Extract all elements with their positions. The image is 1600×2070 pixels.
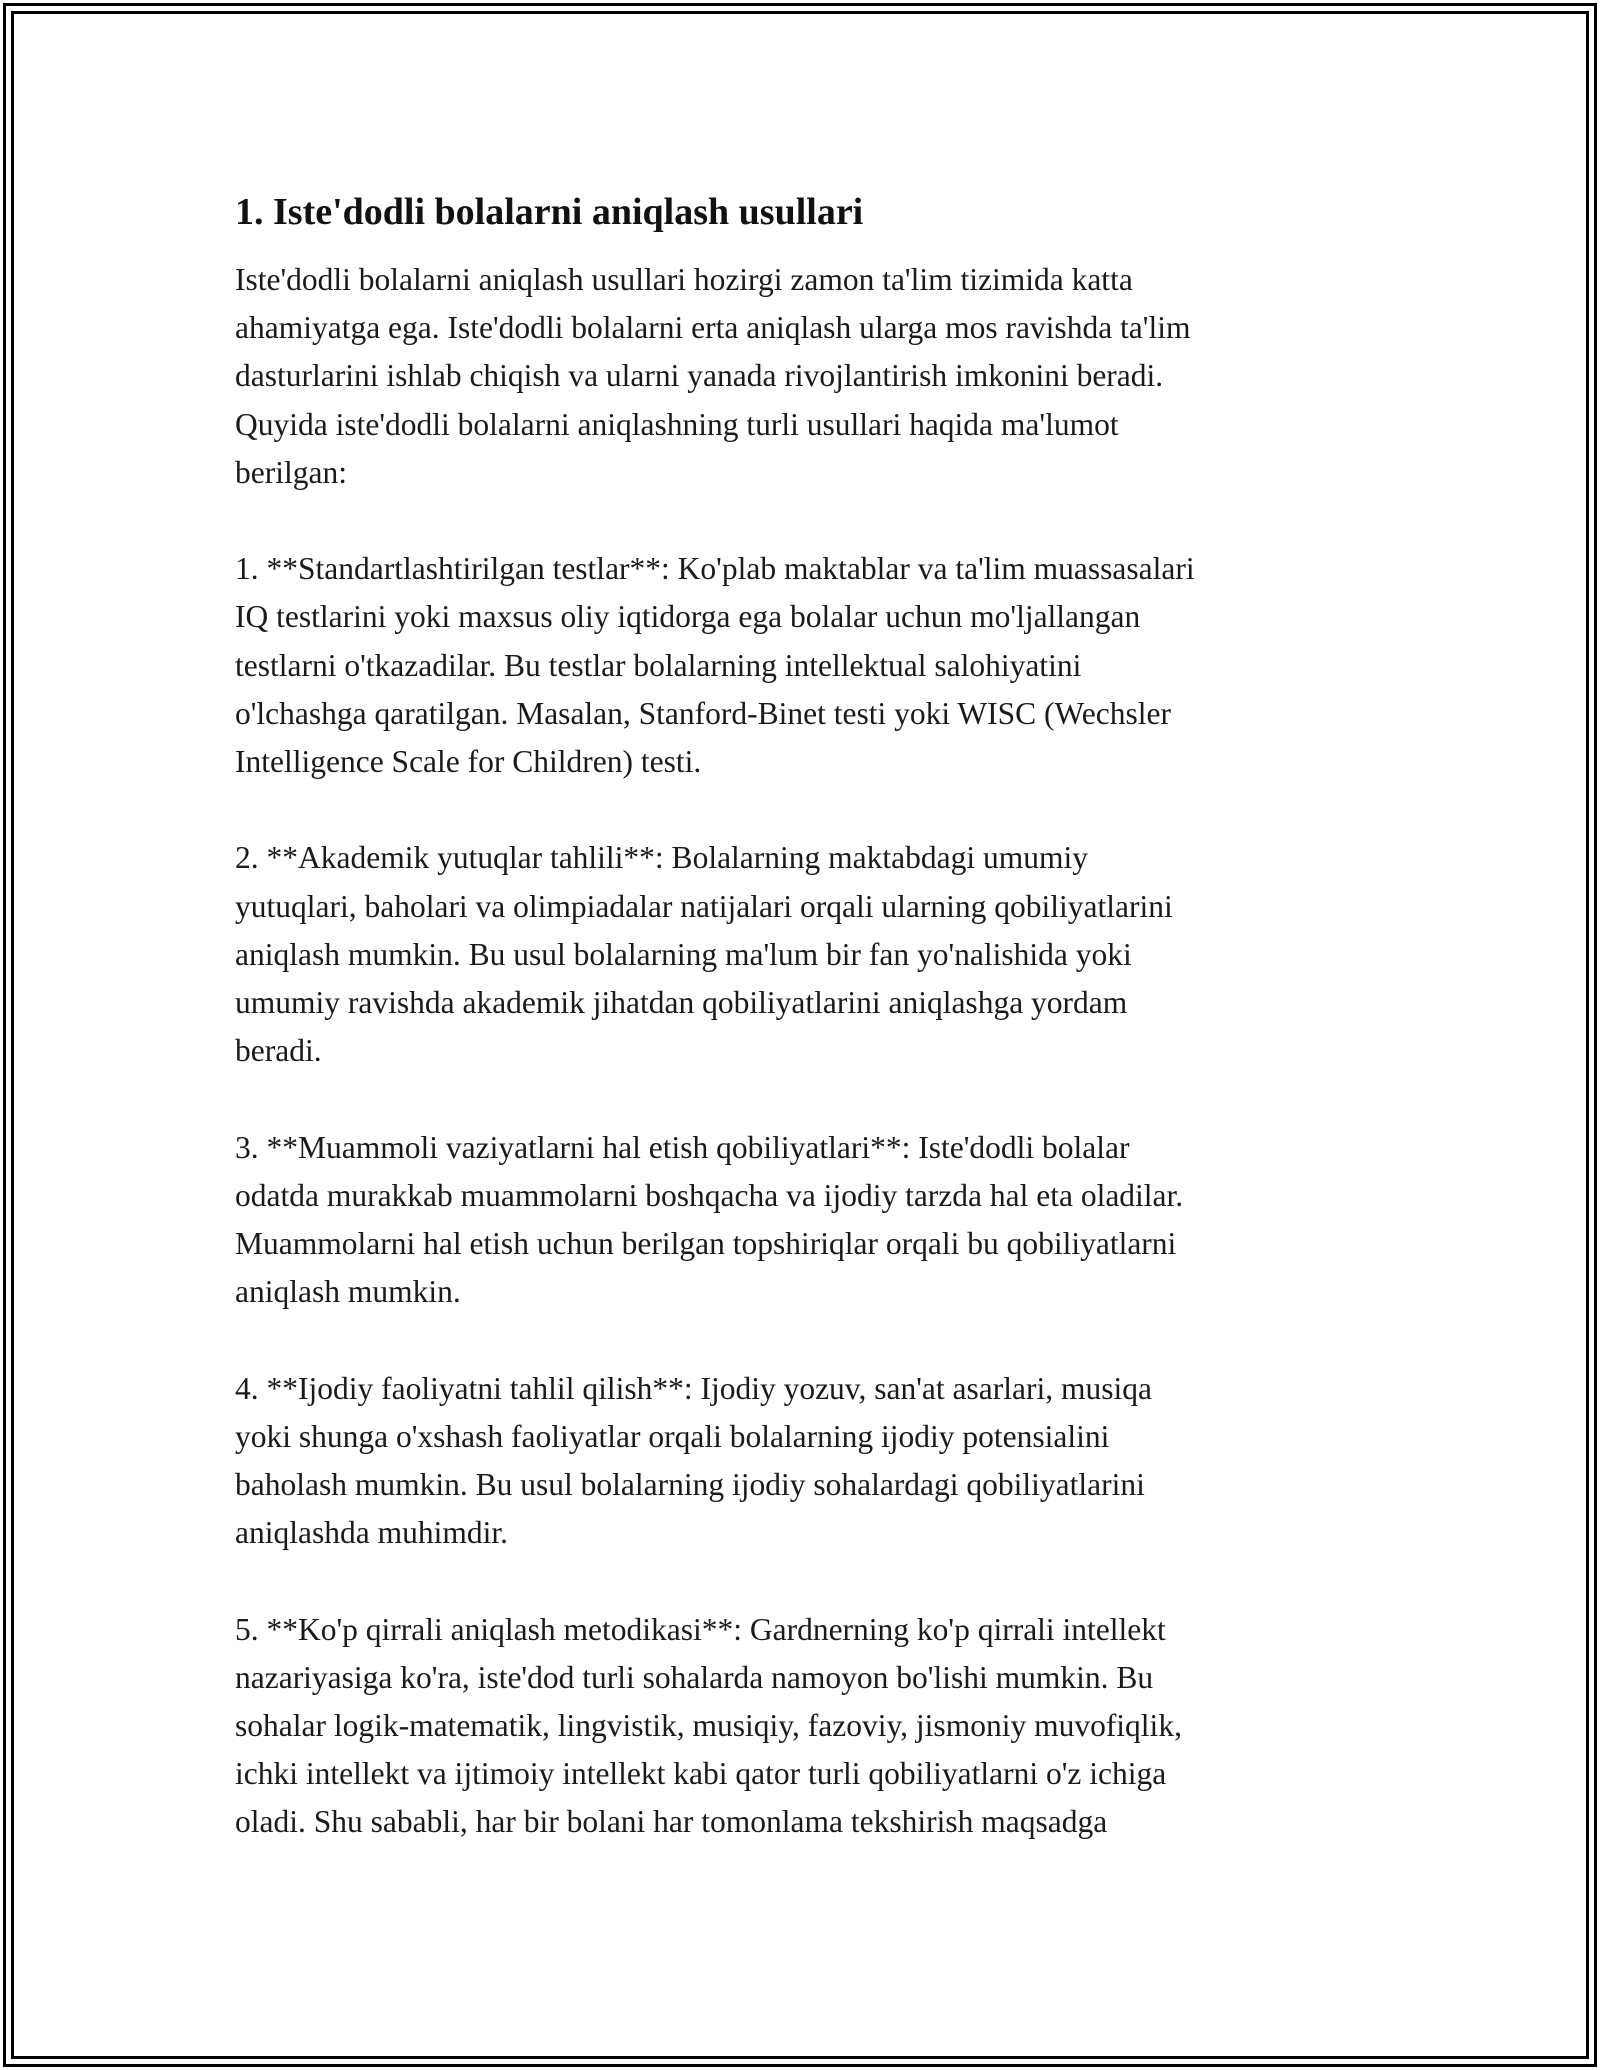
- paragraph-creative-activity: 4. **Ijodiy faoliyatni tahlil qilish**: Ijodiy yozuv, san'at asarlari, musiqa yoki shunga o'xshash faoliyatlar orqali bolalarning ijodiy potensialini baholash mumkin. Bu usul bolalarning ijodiy sohalardagi qobiliyatlarini aniqlashda muhimdir.: [235, 1370, 1152, 1551]
- paragraph-problem-solving: 3. **Muammoli vaziyatlarni hal etish qobiliyatlari**: Iste'dodli bolalar odatda murakkab muammolarni boshqacha va ijodiy tarzda hal eta oladilar. Muammolarni hal etish uchun berilgan topshiriqlar orqali bu qobiliyatlarni aniqlash mumkin.: [235, 1129, 1184, 1310]
- paragraph-standardized-tests: 1. **Standartlashtirilgan testlar**: Ko'plab maktablar va ta'lim muassasalari IQ testlarini yoki maxsus oliy iqtidorga ega bolalar uchun mo'ljallangan testlarni o'tkazadilar. Bu testlar bolalarning intellektual salohiyatini o'lchashga qaratilgan. Masalan, Stanford-Binet testi yoki WISC (Wechsler Intelligence Scale for Children) testi.: [235, 551, 1195, 780]
- paragraph-academic-achievements: 2. **Akademik yutuqlar tahlili**: Bolalarning maktabdagi umumiy yutuqlari, baholari va olimpiadalar natijalari orqali ularning qobiliyatlarini aniqlash mumkin. Bu usul bolalarning ma'lum bir fan yo'nalishida yoki umumiy ravishda akademik jihatdan qobiliyatlarini aniqlashga yordam beradi.: [235, 840, 1173, 1069]
- section-heading: 1. Iste'dodli bolalarni aniqlash usullari: [235, 191, 864, 233]
- intro-paragraph: Iste'dodli bolalarni aniqlash usullari hozirgi zamon ta'lim tizimida katta ahamiyatga ega. Iste'dodli bolalarni erta aniqlash ularga mos ravishda ta'lim dasturlarini ishlab chiqish va ularni yanada rivojlantirish imkonini beradi. Quyida iste'dodli bolalarni aniqlashning turli usullari haqida ma'lumot berilgan:: [235, 262, 1191, 490]
- paragraph-multiple-intelligences: 5. **Ko'p qirrali aniqlash metodikasi**: Gardnerning ko'p qirrali intellekt nazariyasiga ko'ra, iste'dod turli sohalarda namoyon bo'lishi mumkin. Bu sohalar logik-matematik, lingvistik, musiqiy, fazoviy, jismoniy muvofiqlik, ichki intellekt va ijtimoiy intellekt kabi qator turli qobiliyatlarni o'z ichiga oladi. Shu sababli, har bir bolani har tomonlama tekshirish maqsadga: [235, 1611, 1182, 1840]
- document-body: [235, 188, 1365, 1895]
